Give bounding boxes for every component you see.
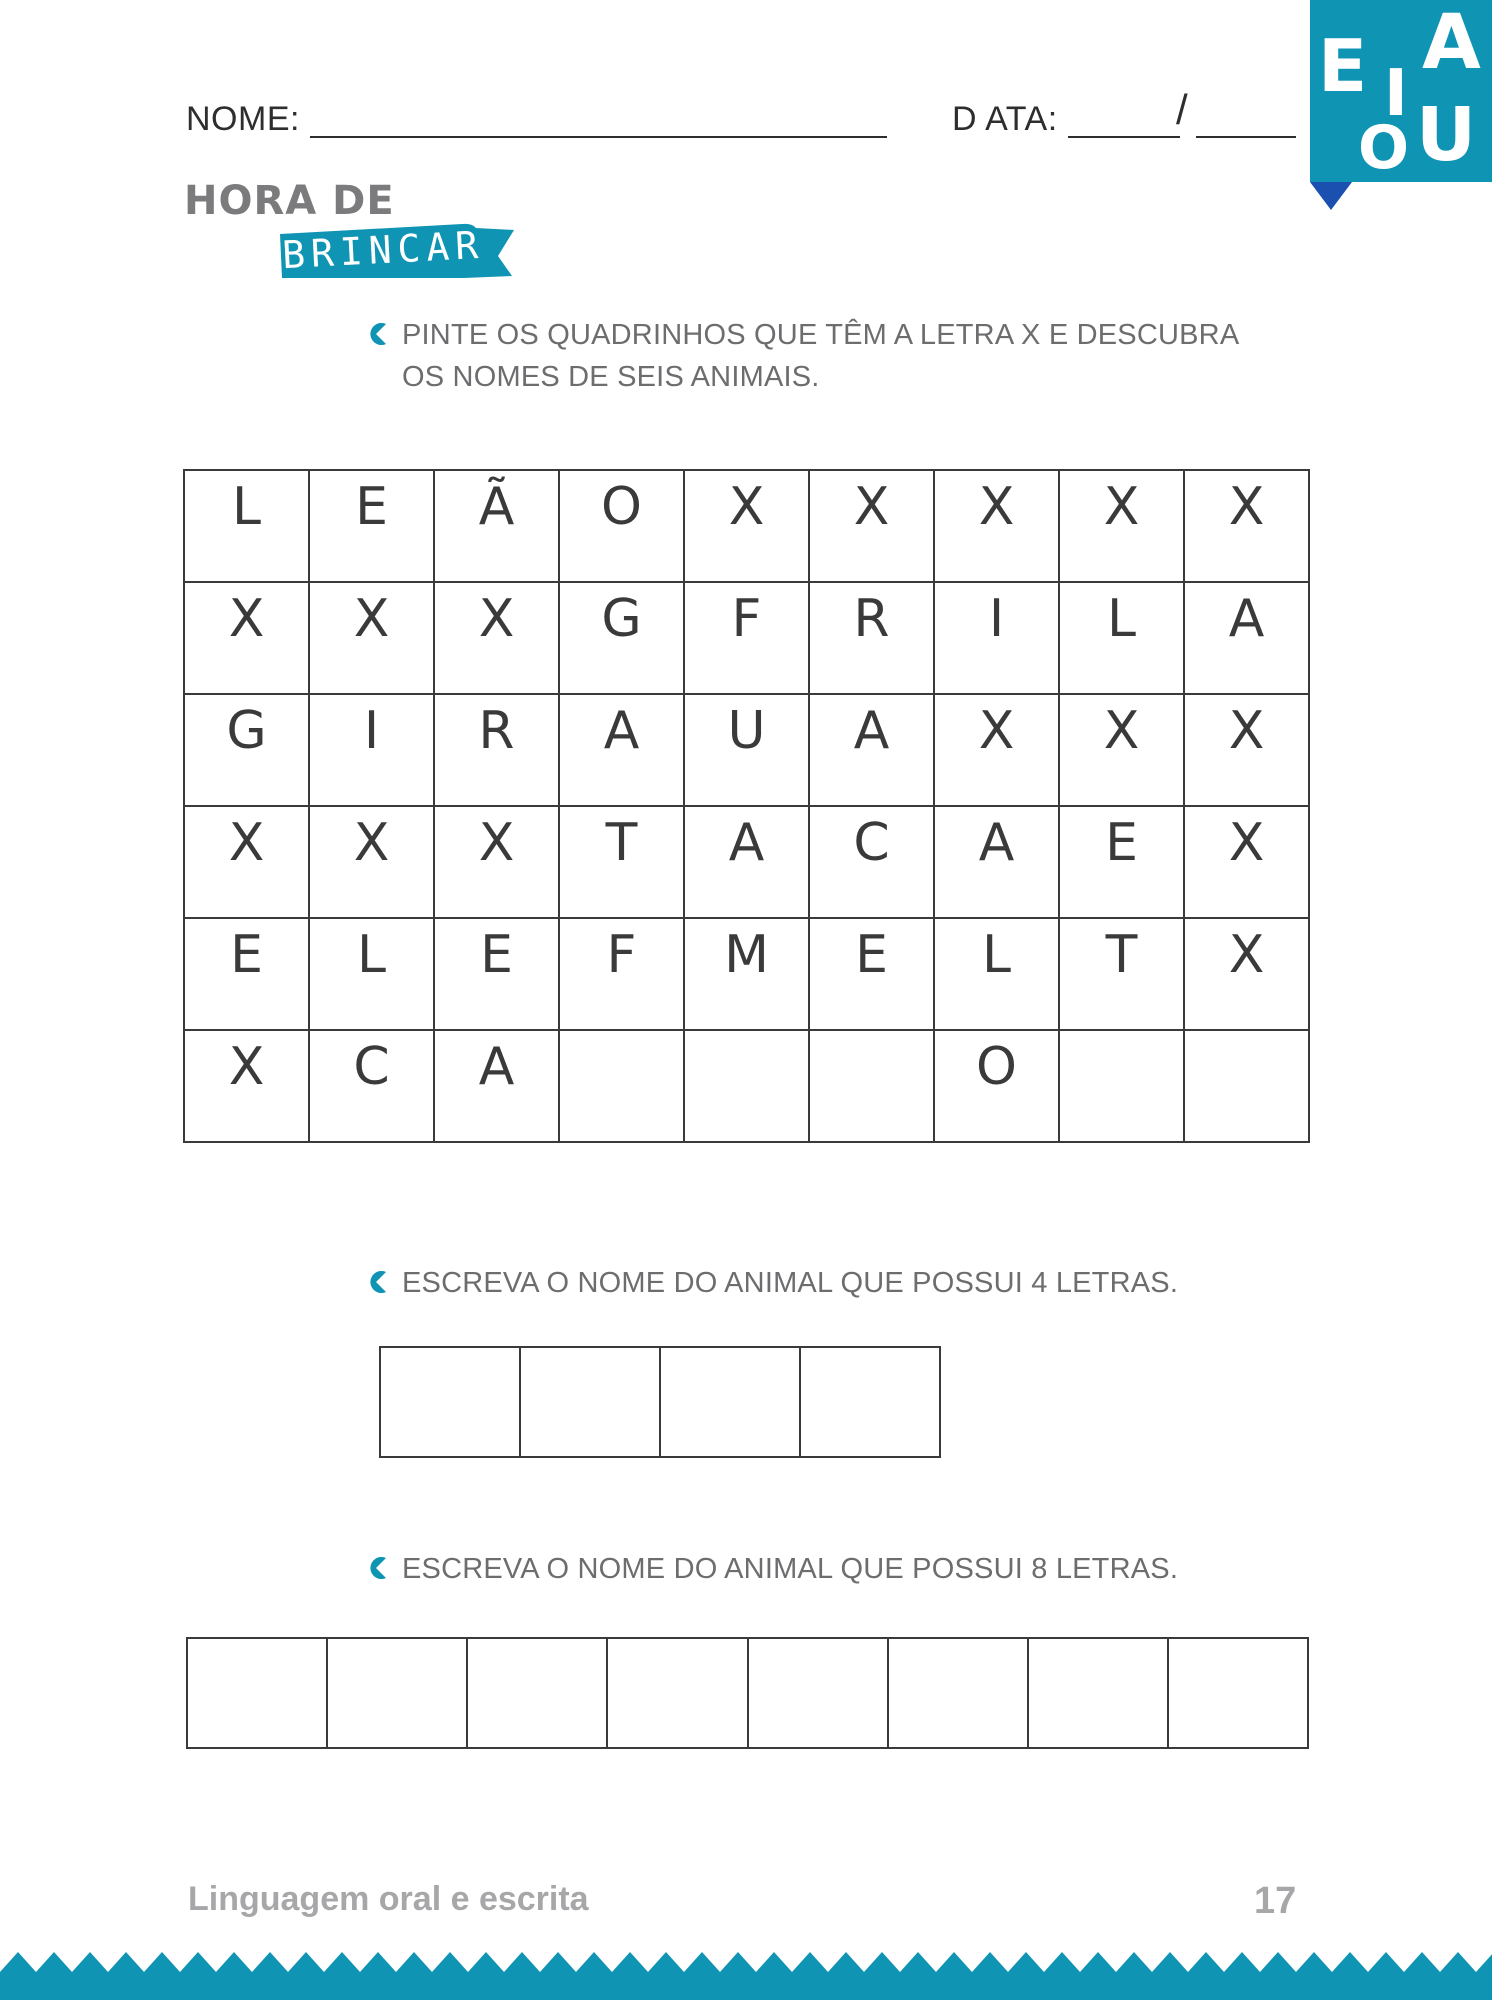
grid-cell[interactable]	[684, 470, 809, 582]
grid-cell[interactable]	[1184, 694, 1309, 806]
instruction-1-line-1: PINTE OS QUADRINHOS QUE TÊM A LETRA X E DESCUBRA	[402, 319, 1240, 351]
grid-row	[184, 918, 1309, 1030]
grid-letter: A	[728, 813, 765, 873]
grid-letter: X	[853, 477, 890, 537]
answer-box[interactable]	[380, 1347, 520, 1457]
date-label: D ATA:	[952, 100, 1058, 138]
answer-box[interactable]	[327, 1638, 467, 1748]
grid-cell[interactable]	[684, 918, 809, 1030]
grid-cell[interactable]	[184, 806, 309, 918]
grid-letter	[810, 1031, 933, 1037]
date-day-field[interactable]	[1068, 136, 1180, 138]
grid-row	[184, 1030, 1309, 1142]
grid-cell[interactable]	[434, 694, 559, 806]
date-month-field[interactable]	[1196, 136, 1296, 138]
grid-cell[interactable]	[309, 470, 434, 582]
logo-letter-a: A	[1422, 0, 1481, 86]
grid-cell[interactable]	[1059, 1030, 1184, 1142]
instruction-3: ESCREVA O NOME DO ANIMAL QUE POSSUI 8 LETRAS.	[402, 1553, 1179, 1585]
grid-letter: C	[853, 813, 890, 873]
grid-letter: X	[1228, 477, 1265, 537]
grid-cell[interactable]	[809, 806, 934, 918]
logo-letter-e: E	[1318, 24, 1368, 108]
grid-cell[interactable]	[684, 806, 809, 918]
grid-cell[interactable]	[1184, 918, 1309, 1030]
grid-letter: T	[1105, 925, 1138, 985]
grid-cell[interactable]	[809, 918, 934, 1030]
grid-letter: X	[353, 589, 390, 649]
grid-cell[interactable]	[809, 1030, 934, 1142]
grid-letter: R	[478, 701, 515, 761]
grid-letter: X	[1228, 813, 1265, 873]
grid-letter: X	[228, 589, 265, 649]
grid-letter: A	[603, 701, 640, 761]
grid-cell[interactable]	[809, 694, 934, 806]
grid-letter: X	[1228, 925, 1265, 985]
grid-row	[184, 694, 1309, 806]
grid-cell[interactable]	[559, 1030, 684, 1142]
answer-box[interactable]	[187, 1638, 327, 1748]
instruction-1-line-2: OS NOMES DE SEIS ANIMAIS.	[402, 361, 820, 393]
section-subtitle: BRINCAR	[280, 222, 486, 278]
grid-cell[interactable]	[684, 582, 809, 694]
grid-letter: A	[1228, 589, 1265, 649]
grid-cell[interactable]	[1059, 694, 1184, 806]
grid-cell[interactable]	[559, 582, 684, 694]
grid-cell[interactable]	[309, 918, 434, 1030]
grid-letter: A	[853, 701, 890, 761]
grid-cell[interactable]	[434, 806, 559, 918]
grid-cell[interactable]	[184, 918, 309, 1030]
grid-letter	[1185, 1031, 1308, 1037]
grid-letter: G	[226, 701, 267, 761]
grid-letter: O	[976, 1037, 1017, 1097]
answer-box[interactable]	[888, 1638, 1028, 1748]
grid-letter: X	[1228, 701, 1265, 761]
grid-letter: L	[982, 925, 1011, 985]
instruction-2: ESCREVA O NOME DO ANIMAL QUE POSSUI 4 LETRAS.	[402, 1267, 1179, 1299]
grid-letter: L	[1107, 589, 1136, 649]
answer-box[interactable]	[660, 1347, 800, 1457]
bullet-icon	[364, 322, 388, 346]
grid-cell[interactable]	[1184, 582, 1309, 694]
grid-letter: E	[355, 477, 388, 537]
logo-letter-u: U	[1416, 92, 1477, 178]
bullet-icon	[364, 1270, 388, 1294]
date-slash: /	[1176, 86, 1188, 133]
grid-cell[interactable]	[934, 582, 1059, 694]
grid-letter: F	[731, 589, 762, 649]
grid-letter: I	[363, 701, 380, 761]
grid-letter: X	[978, 701, 1015, 761]
grid-cell[interactable]	[934, 918, 1059, 1030]
grid-cell[interactable]	[309, 582, 434, 694]
grid-cell[interactable]	[809, 582, 934, 694]
grid-letter: M	[724, 925, 769, 985]
grid-cell[interactable]	[434, 470, 559, 582]
grid-letter: X	[228, 1037, 265, 1097]
logo-letter-i: I	[1384, 57, 1408, 131]
grid-cell[interactable]	[184, 1030, 309, 1142]
grid-cell[interactable]	[559, 918, 684, 1030]
section-title: HORA DE	[184, 178, 395, 224]
grid-cell[interactable]	[309, 694, 434, 806]
grid-letter: X	[1103, 477, 1140, 537]
grid-row	[184, 806, 1309, 918]
grid-letter: E	[230, 925, 263, 985]
grid-cell[interactable]	[934, 806, 1059, 918]
answer-row	[380, 1347, 940, 1457]
grid-row	[184, 470, 1309, 582]
grid-letter: R	[853, 589, 890, 649]
grid-cell[interactable]	[559, 806, 684, 918]
grid-letter: E	[480, 925, 513, 985]
grid-letter: A	[478, 1037, 515, 1097]
answer-4-letters	[379, 1346, 941, 1458]
grid-cell[interactable]	[1184, 806, 1309, 918]
grid-letter: X	[228, 813, 265, 873]
grid-cell[interactable]	[309, 806, 434, 918]
bullet-icon	[364, 1556, 388, 1580]
grid-letter: F	[606, 925, 637, 985]
logo-letter-o: O	[1358, 113, 1410, 183]
grid-letter: L	[357, 925, 386, 985]
answer-box[interactable]	[520, 1347, 660, 1457]
answer-8-letters	[186, 1637, 1309, 1749]
grid-row	[184, 582, 1309, 694]
grid-cell[interactable]	[559, 694, 684, 806]
grid-letter: I	[988, 589, 1005, 649]
grid-letter: L	[232, 477, 261, 537]
page-number: 17	[1254, 1880, 1297, 1922]
grid-letter: U	[727, 701, 766, 761]
answer-box[interactable]	[800, 1347, 940, 1457]
grid-cell[interactable]	[184, 694, 309, 806]
grid-cell[interactable]	[1059, 470, 1184, 582]
grid-letter: O	[601, 477, 642, 537]
grid-cell[interactable]	[434, 918, 559, 1030]
grid-cell[interactable]	[434, 582, 559, 694]
answer-row	[187, 1638, 1308, 1748]
grid-letter: Ã	[478, 477, 515, 537]
grid-cell[interactable]	[184, 470, 309, 582]
grid-letter	[560, 1031, 683, 1037]
grid-letter: X	[728, 477, 765, 537]
grid-cell[interactable]	[309, 1030, 434, 1142]
grid-cell[interactable]	[559, 470, 684, 582]
grid-cell[interactable]	[434, 1030, 559, 1142]
letter-grid	[183, 469, 1310, 1143]
footer-subject: Linguagem oral e escrita	[188, 1880, 589, 1918]
grid-cell[interactable]	[1059, 582, 1184, 694]
grid-letter: X	[1103, 701, 1140, 761]
answer-box[interactable]	[1168, 1638, 1308, 1748]
grid-cell[interactable]	[934, 470, 1059, 582]
name-label: NOME:	[186, 100, 300, 138]
zigzag-shape	[0, 1952, 1492, 2000]
zigzag-border	[0, 1946, 1492, 2000]
grid-letter: X	[353, 813, 390, 873]
vowels-logo	[1310, 0, 1492, 182]
grid-letter	[685, 1031, 808, 1037]
answer-box[interactable]	[467, 1638, 607, 1748]
grid-letter: G	[601, 589, 642, 649]
grid-cell[interactable]	[1184, 470, 1309, 582]
grid-cell[interactable]	[684, 694, 809, 806]
grid-letter: C	[353, 1037, 390, 1097]
grid-cell[interactable]	[934, 694, 1059, 806]
name-field[interactable]	[310, 136, 887, 138]
grid-cell[interactable]	[1059, 918, 1184, 1030]
grid-cell[interactable]	[184, 582, 309, 694]
grid-letter: X	[478, 589, 515, 649]
logo-ribbon-tip-icon	[1310, 182, 1352, 212]
grid-cell[interactable]	[809, 470, 934, 582]
grid-cell[interactable]	[934, 1030, 1059, 1142]
grid-letter: X	[478, 813, 515, 873]
answer-box[interactable]	[1028, 1638, 1168, 1748]
grid-letter	[1060, 1031, 1183, 1037]
grid-letter: E	[1105, 813, 1138, 873]
grid-cell[interactable]	[1059, 806, 1184, 918]
answer-box[interactable]	[748, 1638, 888, 1748]
grid-letter: T	[605, 813, 638, 873]
grid-cell[interactable]	[1184, 1030, 1309, 1142]
answer-box[interactable]	[607, 1638, 747, 1748]
grid-cell[interactable]	[684, 1030, 809, 1142]
grid-letter: E	[855, 925, 888, 985]
grid-letter: X	[978, 477, 1015, 537]
grid-letter: A	[978, 813, 1015, 873]
